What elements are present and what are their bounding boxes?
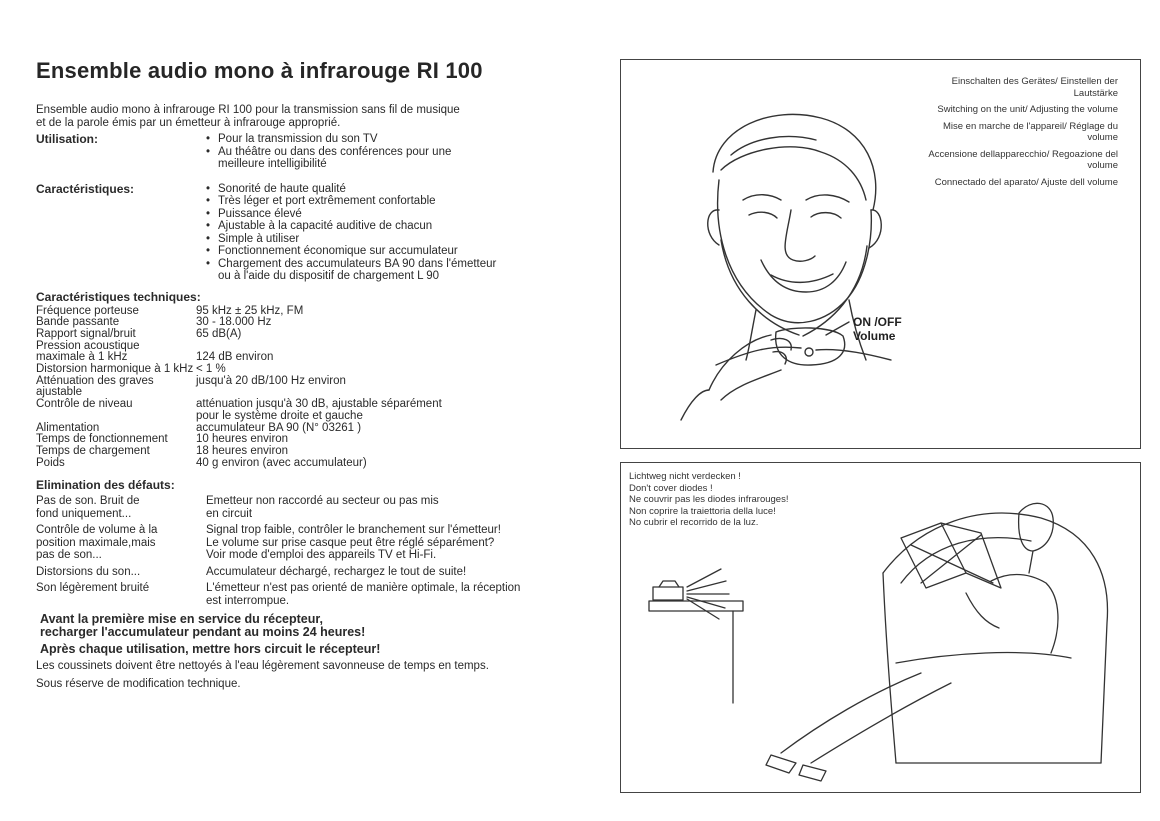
caption-it: Accensione dellapparecchio/ Regoazione del volume [928,148,1118,171]
defect-symptom: Distorsions du son... [36,565,141,578]
defects-table [36,495,596,607]
caption-it: Non coprire la traiettoria della luce! [629,505,776,517]
spec-value: accumulateur BA 90 (N° 03261 ) [196,421,362,434]
list-item: • Pour la transmission du son TV [206,133,466,146]
list-item: • Puissance élevé [206,208,506,221]
spec-value: 124 dB environ [196,351,274,364]
defect-row [36,524,596,562]
onoff-text: ON /OFF [853,315,902,329]
spec-label: Atténuation des graves ajustable [36,374,154,399]
spec-label: maximale à 1 kHz [36,351,128,364]
list-item: • Simple à utiliser [206,233,506,246]
onoff-label [853,315,902,343]
spec-label: Pression acoustique [36,339,140,352]
intro-paragraph [36,104,596,130]
intro-line: Ensemble audio mono à infrarouge RI 100 pour la transmission sans fil de musique [36,104,460,116]
caption-de: Lichtweg nicht verdecken ! [629,471,741,482]
defect-row [36,495,596,520]
spec-value: 10 heures environ [196,433,289,446]
spec-label: Contrôle de niveau [36,398,133,411]
defect-symptom: Contrôle de volume à la position maximale,mais pas de son... [36,524,158,562]
defect-remedy: Signal trop faible, contrôler le branchement sur l'émetteur! Le volume sur prise casque peut être réglé séparément? Voir mode d'emploi des appareils TV et Hi-Fi. [206,524,501,562]
spec-value: 95 kHz ± 25 kHz, FM [196,304,304,317]
man-in-armchair-illustration [621,463,1140,792]
list-item: • Ajustable à la capacité auditive de chacun [206,220,506,233]
caption-es: No cubrir el recorrido de la luz. [629,517,759,528]
caption-de: Einschalten des Gerätes/ Einstellen der Lautstärke [951,76,1118,99]
volume-text: Volume [853,329,896,343]
spec-label: Temps de fonctionnement [36,433,168,446]
caption-fr: Ne couvrir pas les diodes infrarouges! [629,494,789,505]
defect-row [36,566,596,579]
note-text: Les coussinets doivent être nettoyés à l'eau légèrement savonneuse de temps en temps. [36,660,489,673]
spec-label: Rapport signal/bruit [36,327,136,340]
defect-remedy: L'émetteur n'est pas orienté de manière optimale, la réception est interrompue. [206,582,521,607]
spec-row [36,306,596,318]
caption-en: Don't cover diodes ! [629,482,713,494]
spec-row [36,446,596,458]
figure1-captions [928,76,1118,193]
spec-value: 65 dB(A) [196,327,242,340]
bold-note: Avant la première mise en service du récepteur, [40,612,324,627]
defects-heading: Elimination des défauts: [36,478,175,493]
specs-heading: Caractéristiques techniques: [36,289,201,304]
caption-es: Connectado del aparato/ Ajuste dell volume [934,176,1118,188]
utilisation-section [36,133,596,171]
list-item: • Fonctionnement économique sur accumulateur [206,245,506,258]
figure-dont-cover-diodes [620,462,1141,793]
caracteristiques-label: Caractéristiques: [36,181,135,196]
spec-value: jusqu'à 20 dB/100 Hz environ [196,374,346,387]
intro-line: et de la parole émis par un émetteur à infrarouge approprié. [36,117,341,129]
defect-symptom: Pas de son. Bruit de fond uniquement... [36,495,140,520]
spec-label: Temps de chargement [36,444,150,457]
spec-label: Bande passante [36,316,120,329]
spec-row [36,364,596,376]
spec-value: 30 - 18.000 Hz [196,316,272,329]
spec-label: Distorsion harmonique à 1 kHz [36,363,194,376]
spec-value: 18 heures environ [196,444,289,457]
caption-fr: Mise en marche de l'appareil/ Réglage du volume [942,120,1118,143]
caption-en: Switching on the unit/ Adjusting the volume [937,104,1118,115]
defect-remedy: Emetteur non raccordé au secteur ou pas mis en circuit [206,495,439,520]
spec-label: Fréquence porteuse [36,304,139,317]
spec-label: Alimentation [36,421,100,434]
spec-row [36,458,596,470]
defect-row [36,582,596,607]
spec-row [36,399,596,422]
utilisation-label: Utilisation: [36,132,98,146]
list-item: • Chargement des accumulateurs BA 90 dans l'émetteur ou à l'aide du dispositif de chargement L 90 [206,258,506,283]
bold-note: Après chaque utilisation, mettre hors circuit le récepteur! [40,642,381,657]
spec-label: Poids [36,456,65,469]
list-item: • Sonorité de haute qualité [206,183,506,196]
spec-value: atténuation jusqu'à 30 dB, ajustable séparément pour le système droite et gauche [196,398,442,422]
caracteristiques-section [36,183,596,283]
spec-row [36,329,596,341]
list-item: • Au théâtre ou dans des conférences pour une meilleure intelligibilité [206,146,466,171]
list-item: • Très léger et port extrêmement confortable [206,195,506,208]
spec-row [36,376,596,399]
spec-value: < 1 % [196,363,226,376]
page-title: Ensemble audio mono à infrarouge RI 100 [36,58,483,83]
spec-value: 40 g environ (avec accumulateur) [196,456,367,469]
specs-table [36,306,596,470]
bold-note: recharger l'accumulateur pendant au moins 24 heures! [40,625,366,640]
defect-remedy: Accumulateur déchargé, rechargez le tout de suite! [206,565,467,578]
manual-text-column [36,58,596,692]
note-text: Sous réserve de modification technique. [36,678,241,691]
defect-symptom: Son légèrement bruité [36,582,150,595]
figure-switching-on [620,59,1141,449]
notes-block [36,613,596,692]
